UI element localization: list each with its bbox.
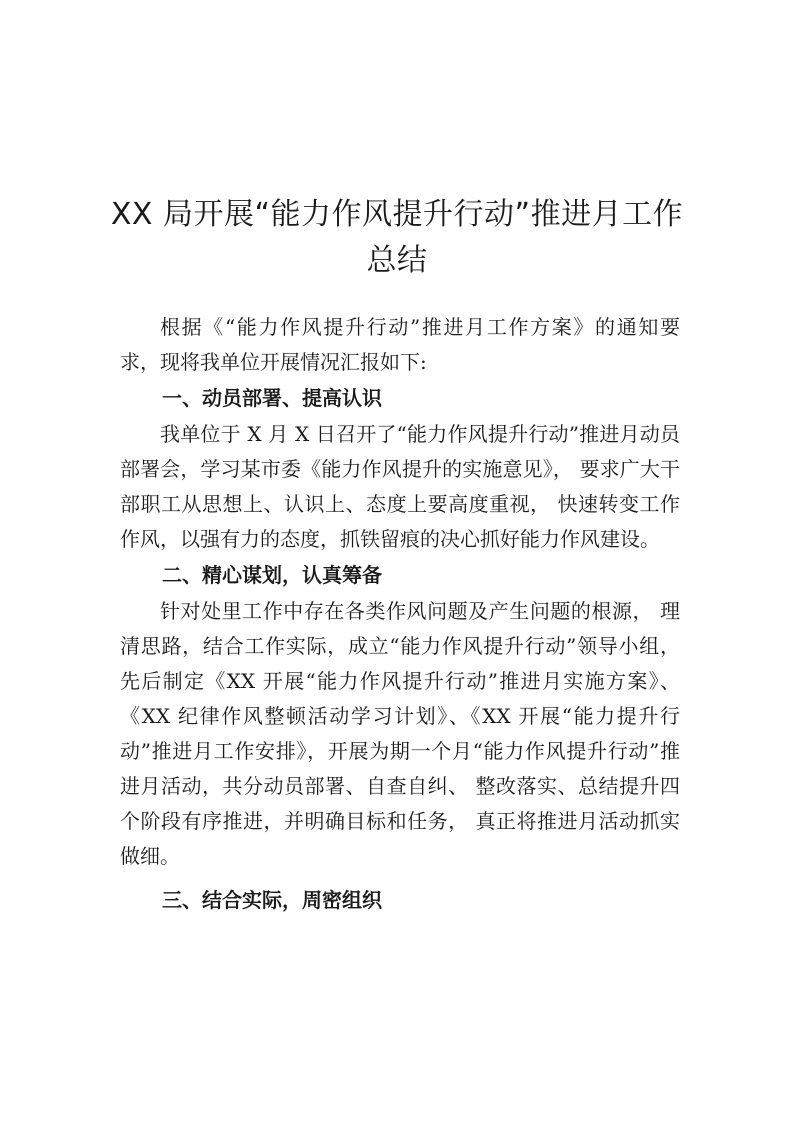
section-heading-2: 二、精心谋划，认真筹备 [162,563,382,587]
section-heading-3: 三、结合实际，周密组织 [162,888,382,912]
title-line-2: 总结 [366,243,428,279]
document-body [120,310,680,919]
intro-paragraph: 根据《“能力作风提升行动”推进月工作方案》的通知要求，现将我单位开展情况汇报如下: [120,315,680,374]
section-heading-1: 一、动员部署、提高认识 [162,386,382,410]
document-title [110,192,684,284]
title-line-1: XX 局开展“能力作风提升行动”推进月工作 [110,197,684,233]
section-paragraph-1: 我单位于 X 月 X 日召开了“能力作风提升行动”推进月动员部署会，学习某市委《能力作风提升的实施意见》， 要求广大干部职工从思想上、认识上、态度上要高度重视， 快速转变工作作风，以强有力的态度，抓铁留痕的决心抓好能力作风建设。 [120,422,680,551]
section-paragraph-2: 针对处里工作中存在各类作风问题及产生问题的根源， 理清思路，结合工作实际，成立“能力作风提升行动”领导小组，先后制定《XX 开展“能力作风提升行动”推进月实施方案》、《XX 纪律作风整顿活动学习计划》、《XX 开展“能力提升行动”推进月工作安排》，开展为期一个月“能力作风提升行动”推进月活动，共分动员部署、自查自纠、 整改落实、总结提升四个阶段有序推进，并明确目标和任务， 真正将推进月活动抓实做细。 [120,599,680,868]
